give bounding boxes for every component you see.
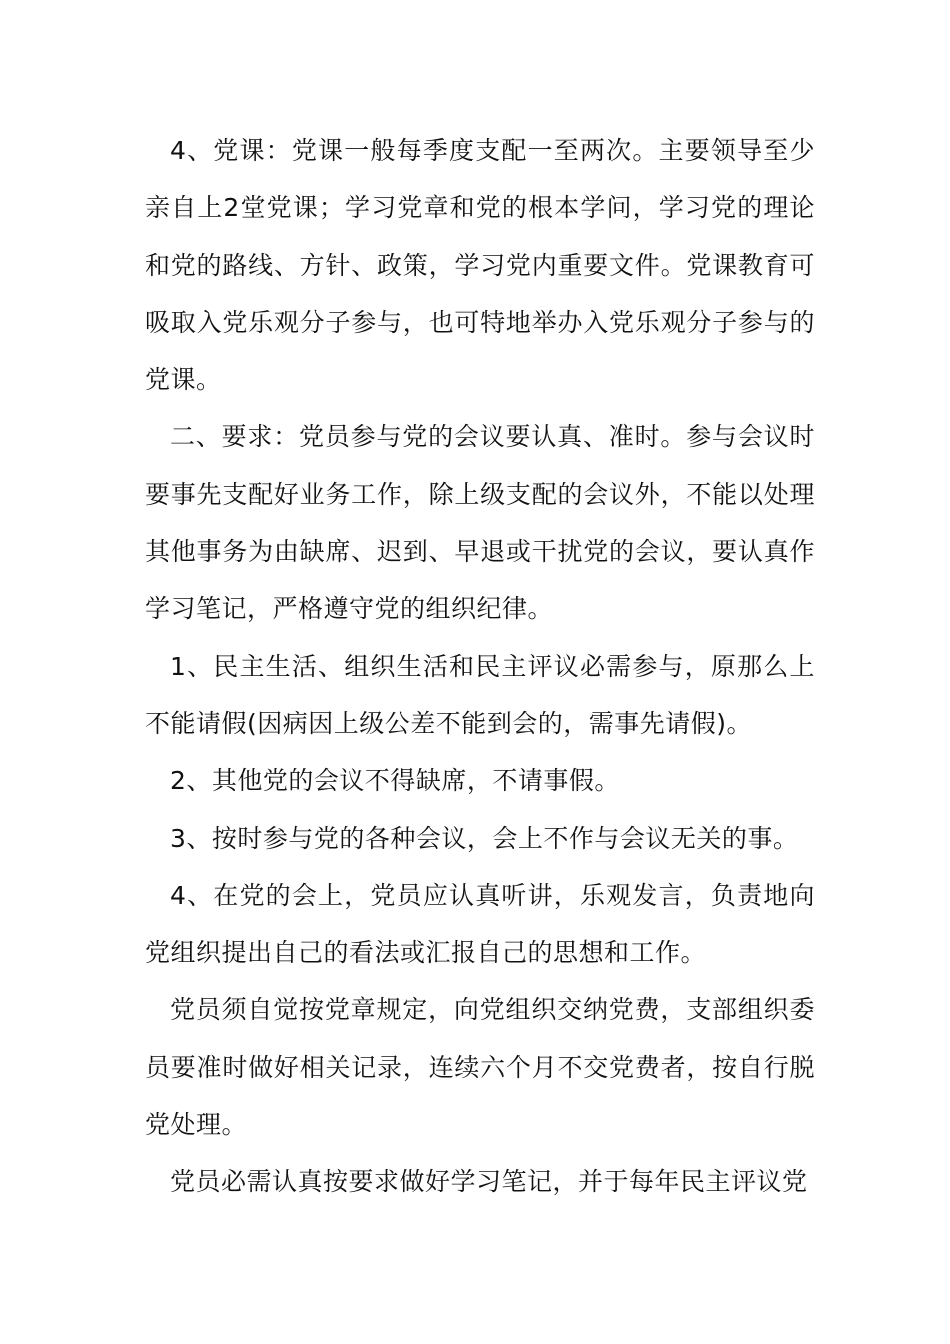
paragraph-item-2: 2、其他党的会议不得缺席，不请事假。 [170,766,620,796]
paragraph-party-lecture: 4、党课：党课一般每季度支配一至两次。主要领导至少亲自上2堂党课；学习党章和党的根本学问，学习党的理论和党的路线、方针、政策，学习党内重要文件。党课教育可吸取入党乐观分子参与，也可特地举办入党乐观分子参与的党课。 [145,136,815,395]
paragraph-requirements: 二、要求：党员参与党的会议要认真、准时。参与会议时要事先支配好业务工作，除上级支配的会议外，不能以处理其他事务为由缺席、迟到、早退或干扰党的会议，要认真作学习笔记，严格遵守党的组织纪律。 [145,422,815,624]
paragraph-item-4: 4、在党的会上，党员应认真听讲，乐观发言，负责地向党组织提出自己的看法或汇报自己的思想和工作。 [145,880,815,968]
paragraph-party-dues: 党员须自觉按党章规定，向党组织交纳党费，支部组织委员要准时做好相关记录，连续六个月不交党费者，按自行脱党处理。 [145,995,815,1140]
document-body [145,122,815,1211]
paragraph-item-3: 3、按时参与党的各种会议，会上不作与会议无关的事。 [170,823,799,853]
paragraph-study-notes: 党员必需认真按要求做好学习笔记，并于每年民主评议党 [170,1167,808,1197]
paragraph-item-1: 1、民主生活、组织生活和民主评议必需参与，原那么上不能请假(因病因上级公差不能到会的，需事先请假)。 [145,651,815,738]
